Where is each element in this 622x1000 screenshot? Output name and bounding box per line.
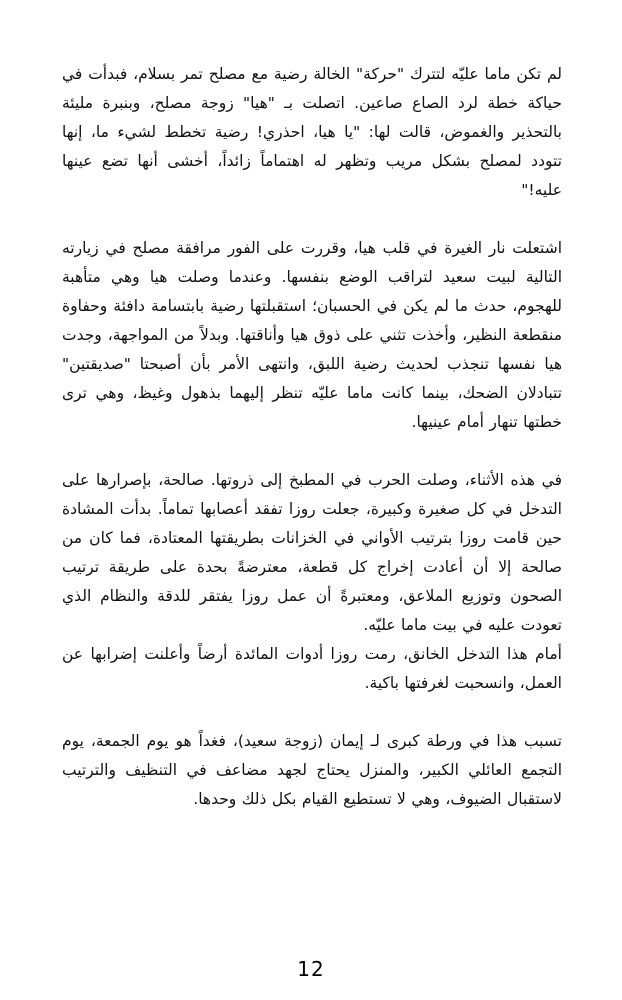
page-number: 12: [297, 957, 325, 981]
paragraph-gap: [62, 698, 562, 727]
paragraph-gap: [62, 205, 562, 234]
paragraph-4: أمام هذا التدخل الخانق، رمت روزا أدوات المائدة أرضاً وأعلنت إضرابها عن العمل، وانسحبت لغرفتها باكية.: [62, 645, 562, 692]
paragraph-5: تسبب هذا في ورطة كبرى لـ إيمان (زوجة سعيد)، فغداً هو يوم الجمعة، يوم التجمع العائلي الكبير، والمنزل يحتاج لجهد مضاعف في التنظيف والترتيب لاستقبال الضيوف، وهي لا تستطيع القيام بكل ذلك وحدها.: [62, 732, 562, 808]
paragraph-2: اشتعلت نار الغيرة في قلب هيا، وقررت على الفور مرافقة مصلح في زيارته التالية لبيت سعيد لتراقب الوضع بنفسها. وعندما وصلت هيا وهي متأهبة للهجوم، حدث ما لم يكن في الحسبان؛ استقبلتها رضية بابتسامة دافئة وحفاوة منقطعة النظير، وأخذت تثني على ذوق هيا وأناقتها. وبدلاً من المواجهة، وجدت هيا نفسها تنجذب لحديث رضية اللبق، وانتهى الأمر بأن أصبحتا "صديقتين" تتبادلان الضحك، بينما كانت ماما عليّه تنظر إليهما بذهول وغيظ، وهي ترى خطتها تنهار أمام عينيها.: [62, 239, 562, 431]
body-text: [62, 60, 562, 814]
paragraph-3: في هذه الأثناء، وصلت الحرب في المطبخ إلى ذروتها. صالحة، بإصرارها على التدخل في كل صغيرة وكبيرة، جعلت روزا تفقد أعصابها تماماً. بدأت المشادة حين قامت روزا بترتيب الأواني في الخزانات بطريقتها المعتادة، فما كان من صالحة إلا أن أعادت إخراج كل قطعة، معترضةً بحدة على طريقة ترتيب الصحون وتوزيع الملاعق، ومعتبرةً أن عمل روزا يفتقر للدقة والنظام الذي تعودت عليه في بيت ماما عليّه.: [62, 471, 562, 634]
paragraph-gap: [62, 437, 562, 466]
paragraph-1: لم تكن ماما عليّه لتترك "حركة" الخالة رضية مع مصلح تمر بسلام، فبدأت في حياكة خطة لرد الصاع صاعين. اتصلت بـ "هيا" زوجة مصلح، وبنبرة مليئة بالتحذير والغموض، قالت لها: "يا هيا، احذري! رضية تخطط لشيء ما، إنها تتودد لمصلح بشكل مريب وتظهر له اهتماماً زائداً، أخشى أنها تضع عينها عليه!": [62, 65, 562, 199]
